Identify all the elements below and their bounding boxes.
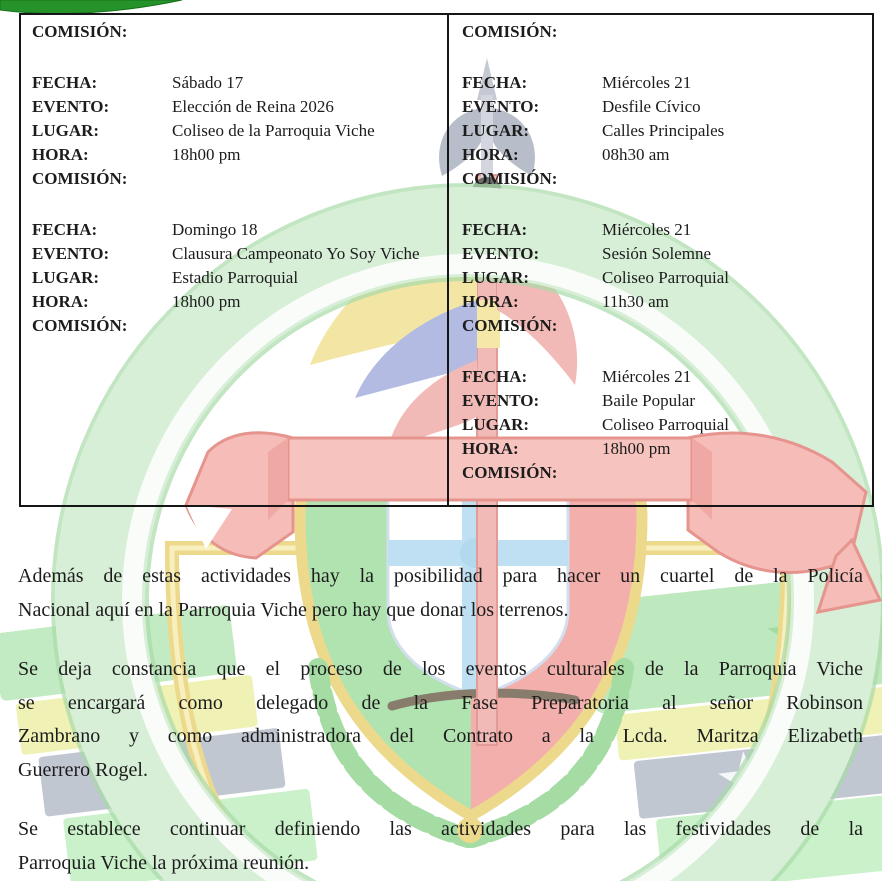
field-label: EVENTO: (32, 244, 110, 263)
field-label: FECHA: (32, 220, 98, 239)
field-label: HORA: (462, 439, 519, 458)
field-label: HORA: (462, 145, 519, 164)
table-row (32, 167, 439, 191)
table-row (32, 143, 439, 167)
field-label: COMISIÓN: (462, 22, 558, 41)
table-row (32, 95, 439, 119)
field-label: LUGAR: (32, 121, 100, 140)
event-block (462, 20, 864, 44)
schedule-column-left (21, 15, 449, 505)
field-label: HORA: (32, 145, 89, 164)
paragraph-line: Parroquia Viche la próxima reunión. (18, 851, 310, 874)
field-value: Estadio Parroquial (172, 268, 299, 287)
field-label: LUGAR: (462, 415, 530, 434)
field-value: Baile Popular (602, 391, 696, 410)
table-row (462, 71, 864, 95)
table-row (32, 71, 439, 95)
event-block (32, 20, 439, 44)
table-row (462, 242, 864, 266)
table-row (462, 314, 864, 338)
field-value: Sábado 17 (172, 73, 244, 92)
table-row (32, 266, 439, 290)
field-value: 08h30 am (602, 145, 670, 164)
field-label: COMISIÓN: (462, 463, 558, 482)
field-label: EVENTO: (462, 97, 540, 116)
table-row (462, 437, 864, 461)
field-value: Miércoles 21 (602, 220, 692, 239)
field-value: 18h00 pm (172, 292, 241, 311)
field-label: LUGAR: (32, 268, 100, 287)
field-label: LUGAR: (462, 268, 530, 287)
field-label: EVENTO: (462, 391, 540, 410)
field-value: Sesión Solemne (602, 244, 712, 263)
event-block (462, 71, 864, 191)
paragraph-line: Además de estas actividades hay la posibilidad para hacer un cuartel de la Policía (18, 565, 863, 587)
table-row (462, 119, 864, 143)
paragraph-additional-activities (18, 560, 863, 627)
field-value: Clausura Campeonato Yo Soy Viche (172, 244, 420, 263)
field-value: 18h00 pm (172, 145, 241, 164)
field-value: Coliseo Parroquial (602, 415, 730, 434)
table-row (462, 167, 864, 191)
table-row (462, 266, 864, 290)
paragraph-line: Nacional aquí en la Parroquia Viche pero hay que donar los terrenos. (18, 598, 569, 621)
table-row (32, 20, 439, 44)
field-label: COMISIÓN: (32, 169, 128, 188)
table-row (462, 413, 864, 437)
field-label: FECHA: (462, 367, 528, 386)
event-block (462, 365, 864, 485)
field-value: Coliseo de la Parroquia Viche (172, 121, 375, 140)
field-label: COMISIÓN: (32, 22, 128, 41)
field-value: Miércoles 21 (602, 73, 692, 92)
field-value: 11h30 am (602, 292, 669, 311)
paragraph-line: se encargará como delegado de la Fase Preparatoria al señor Robinson (18, 691, 863, 714)
table-row (462, 290, 864, 314)
table-row (32, 242, 439, 266)
field-label: FECHA: (462, 220, 528, 239)
field-label: LUGAR: (462, 121, 530, 140)
field-label: FECHA: (462, 73, 528, 92)
paragraph-record-of-delegation (18, 653, 863, 787)
paragraph-next-meeting (18, 813, 863, 880)
field-label: HORA: (32, 292, 89, 311)
field-label: COMISIÓN: (462, 316, 558, 335)
paragraph-line: Se establece continuar definiendo las actividades para las festividades de la (18, 818, 863, 840)
field-value: Coliseo Parroquial (602, 268, 730, 287)
event-block (32, 71, 439, 191)
table-row (32, 290, 439, 314)
field-label: COMISIÓN: (32, 316, 128, 335)
table-row (462, 389, 864, 413)
field-label: HORA: (462, 292, 519, 311)
table-row (462, 20, 864, 44)
paragraph-line: Zambrano y como administradora del Contrato a la Lcda. Maritza Elizabeth (18, 725, 863, 747)
table-row (32, 119, 439, 143)
field-value: Desfile Cívico (602, 97, 701, 116)
field-label: EVENTO: (32, 97, 110, 116)
paragraph-line: Se deja constancia que el proceso de los eventos culturales de la Parroquia Viche (18, 658, 863, 680)
event-block (462, 218, 864, 338)
table-row (462, 365, 864, 389)
field-value: Miércoles 21 (602, 367, 692, 386)
field-value: 18h00 pm (602, 439, 671, 458)
field-label: COMISIÓN: (462, 169, 558, 188)
table-row (32, 218, 439, 242)
paragraph-line: Guerrero Rogel. (18, 758, 148, 781)
field-value: Calles Principales (602, 121, 725, 140)
field-label: EVENTO: (462, 244, 540, 263)
table-row (32, 314, 439, 338)
event-block (32, 218, 439, 338)
schedule-column-right (449, 15, 872, 505)
body-text (18, 560, 863, 881)
field-value: Domingo 18 (172, 220, 258, 239)
table-row (462, 143, 864, 167)
field-label: FECHA: (32, 73, 98, 92)
field-value: Elección de Reina 2026 (172, 97, 334, 116)
table-row (462, 218, 864, 242)
events-schedule-table (19, 13, 874, 507)
table-row (462, 461, 864, 485)
table-row (462, 95, 864, 119)
